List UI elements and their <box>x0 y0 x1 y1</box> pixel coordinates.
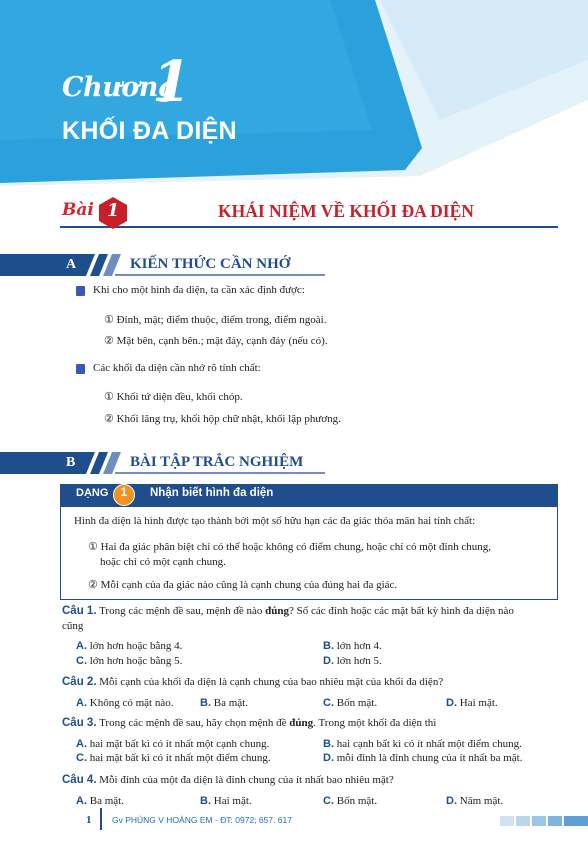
dang-title: Nhận biết hình đa diện <box>150 487 274 499</box>
option-key: A. <box>76 738 87 750</box>
option-text: Bốn mặt. <box>336 697 378 709</box>
list-item: ① Đỉnh, mặt; điểm thuộc, điểm trong, điểm ngoài. <box>104 314 327 326</box>
list-item: ② Khối lăng trụ, khối hộp chữ nhật, khối lập phương. <box>104 413 341 425</box>
option-b[interactable] <box>323 640 382 652</box>
question-text: . Trong một khối đa diện thì <box>313 717 437 729</box>
option-a[interactable] <box>76 640 182 652</box>
option-key: C. <box>76 752 87 764</box>
option-text: lớn hơn hoặc bằng 4. <box>89 640 183 652</box>
option-key: B. <box>323 738 334 750</box>
option-text: Không có mặt nào. <box>89 697 174 709</box>
option-text: Hai mặt. <box>459 697 498 709</box>
option-key: A. <box>76 795 87 807</box>
question-label: Câu 4. <box>62 774 97 786</box>
option-text: lớn hơn 5. <box>336 655 382 667</box>
footer-text: Gv PHÙNG V HOÀNG EM - ĐT: 0972; 657. 617 <box>112 815 292 825</box>
option-a[interactable] <box>76 738 269 750</box>
option-key: B. <box>323 640 334 652</box>
question-bold: đúng <box>265 605 290 617</box>
chapter-title: KHỐI ĐA DIỆN <box>62 117 237 145</box>
question-text-line2: cũng <box>62 620 84 632</box>
option-key: A. <box>76 640 87 652</box>
question-text: Mỗi đỉnh của một đa diện là đỉnh chung của ít nhất bao nhiêu mặt? <box>99 774 394 786</box>
option-text: Ba mặt. <box>213 697 248 709</box>
option-c[interactable] <box>76 752 271 764</box>
question-4 <box>62 774 394 786</box>
option-text: Bốn mặt. <box>336 795 378 807</box>
question-label: Câu 3. <box>62 717 97 729</box>
option-key: B. <box>200 795 211 807</box>
option-a[interactable] <box>76 697 173 709</box>
list-item: ② Mặt bên, cạnh bên.; mặt đáy, cạnh đáy (nếu có). <box>104 335 328 347</box>
dang-label: DẠNG <box>76 487 109 499</box>
list-item: ① Khối tứ diện đều, khối chóp. <box>104 391 243 403</box>
option-b[interactable] <box>323 738 522 750</box>
option-key: D. <box>446 697 457 709</box>
question-label: Câu 1. <box>62 605 97 617</box>
section-a-title: KIẾN THỨC CẦN NHỚ <box>130 256 291 272</box>
option-text: hai mặt bất kì có ít nhất một cạnh chung. <box>89 738 270 750</box>
chapter-word: Chương <box>62 72 177 103</box>
option-d[interactable] <box>446 697 498 709</box>
option-text: Hai mặt. <box>213 795 252 807</box>
option-key: C. <box>323 795 334 807</box>
footer-pattern-icon <box>500 812 588 830</box>
option-key: B. <box>200 697 211 709</box>
option-d[interactable] <box>446 795 503 807</box>
option-text: hai cạnh bất kì có ít nhất một điểm chung. <box>336 738 522 750</box>
option-d[interactable] <box>323 655 382 667</box>
question-text: Mỗi cạnh của khối đa diện là cạnh chung của bao nhiêu mặt của khối đa diện? <box>99 676 444 688</box>
question-2 <box>62 676 443 688</box>
list-item: ① Hai đa giác phân biệt chỉ có thể hoặc không có điểm chung, hoặc chỉ có một đỉnh chung, <box>88 541 491 553</box>
option-a[interactable] <box>76 795 124 807</box>
dang-intro: Hình đa diện là hình được tạo thành bởi một số hữu hạn các đa giác thỏa mãn hai tính chất: <box>74 515 476 527</box>
option-c[interactable] <box>76 655 182 667</box>
option-b[interactable] <box>200 697 248 709</box>
option-d[interactable] <box>323 752 523 764</box>
question-text: ? Số các đỉnh hoặc các mặt bất kỳ hình đa diện nào <box>289 605 514 617</box>
option-text: Năm mặt. <box>459 795 504 807</box>
option-key: C. <box>76 655 87 667</box>
chapter-number: 1 <box>152 49 191 115</box>
option-text: hai mặt bất kì có ít nhất một điểm chung. <box>89 752 271 764</box>
option-text: lớn hơn hoặc bằng 5. <box>89 655 183 667</box>
question-bold: đúng <box>289 717 314 729</box>
option-key: C. <box>323 697 334 709</box>
section-b-title: BÀI TẬP TRẮC NGHIỆM <box>130 454 304 470</box>
option-key: D. <box>323 752 334 764</box>
section-a-letter: A <box>66 257 77 272</box>
option-text: Ba mặt. <box>89 795 124 807</box>
option-b[interactable] <box>200 795 252 807</box>
option-text: lớn hơn 4. <box>336 640 382 652</box>
page-number: 1 <box>86 814 92 826</box>
option-key: D. <box>446 795 457 807</box>
question-3 <box>62 717 436 729</box>
lesson-number: 1 <box>106 200 120 221</box>
option-key: A. <box>76 697 87 709</box>
question-text: Trong các mệnh đề sau, mệnh đề nào <box>99 605 266 617</box>
option-c[interactable] <box>323 697 377 709</box>
question-1 <box>62 605 514 617</box>
book-icon <box>76 364 85 374</box>
option-c[interactable] <box>323 795 377 807</box>
question-label: Câu 2. <box>62 676 97 688</box>
option-text: mỗi đỉnh là đỉnh chung của ít nhất ba mặt. <box>336 752 523 764</box>
lesson-word: Bài <box>62 200 94 220</box>
option-key: D. <box>323 655 334 667</box>
list-item: hoặc chỉ có một cạnh chung. <box>100 556 226 568</box>
bullet-text-1: Khi cho một hình đa diện, ta cần xác định được: <box>93 284 305 296</box>
book-icon <box>76 286 85 296</box>
question-text: Trong các mệnh đề sau, hãy chọn mệnh đề <box>99 717 290 729</box>
lesson-title: KHÁI NIỆM VỀ KHỐI ĐA DIỆN <box>218 201 474 221</box>
footer-divider <box>100 808 102 830</box>
dang-number: 1 <box>120 485 128 499</box>
section-b-letter: B <box>66 455 76 470</box>
list-item: ② Mỗi cạnh của đa giác nào cũng là cạnh chung của đúng hai đa giác. <box>88 579 398 591</box>
bullet-text-2: Các khối đa diện cần nhớ rõ tính chất: <box>93 362 261 374</box>
lesson-underline <box>60 226 558 228</box>
